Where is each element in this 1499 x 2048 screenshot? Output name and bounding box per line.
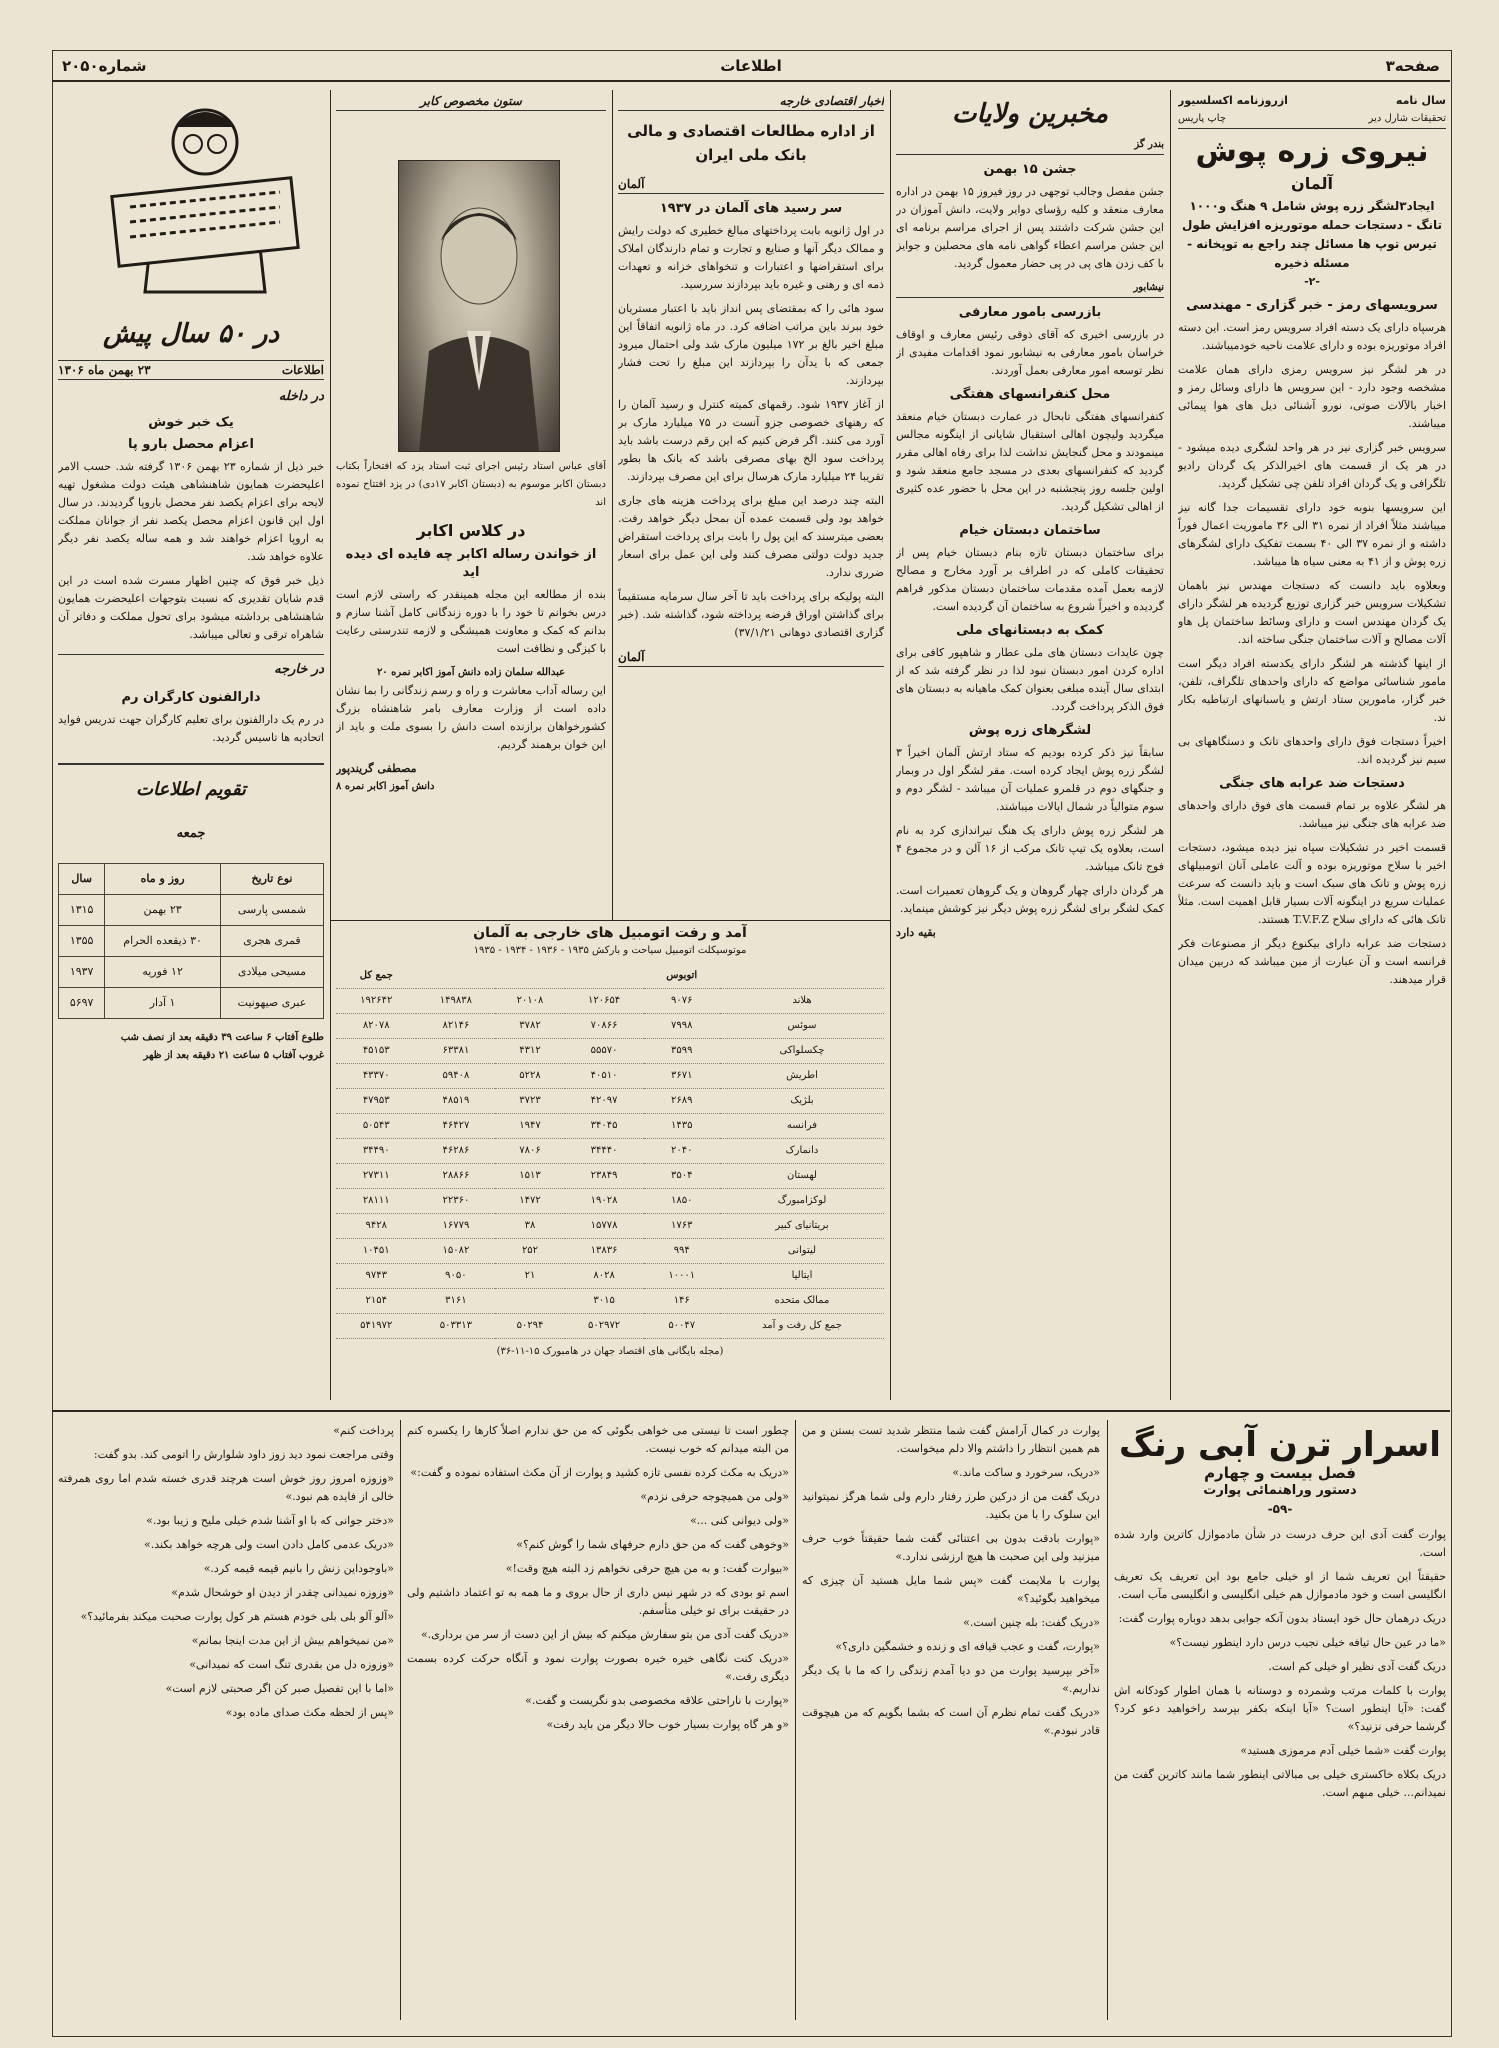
story-heading: جشن ۱۵ بهمن xyxy=(983,162,1077,177)
story-text: در رم یک دارالفنون برای تعلیم کارگران جهت تدریس فواید اتحادیه ها تاسیس گردید. xyxy=(58,713,324,744)
portrait-photo xyxy=(398,160,560,452)
table-row xyxy=(336,1064,884,1089)
page-number: صفحه۳ xyxy=(1385,57,1440,75)
table-title: آمد و رفت اتومبیل های خارجی به آلمان xyxy=(473,925,747,941)
table-cell: ۲۳۸۴۹ xyxy=(565,1164,644,1189)
serial-story-column-4 xyxy=(58,1422,394,2022)
table-source: (مجله بایگانی های اقتصاد جهان در هامبورک ۱۵-۱۱-۳۶) xyxy=(496,1346,724,1357)
table-cell: لیتوانی xyxy=(720,1239,884,1264)
column-header xyxy=(720,964,884,989)
paragraph: دریک بکلاه خاکستری خیلی بی مبالاتی اینطور شما مانند کاترین گفت من نمیدانم... خیلی مبهم است. xyxy=(1114,1768,1446,1799)
serial-story-column-1 xyxy=(1114,1422,1446,2022)
sunrise: طلوع آفتاب ۶ ساعت ۳۹ دقیقه بعد از نصف شب xyxy=(120,1032,324,1043)
story-text: برای ساختمان دبستان تازه بنام دبستان خیام پس از تحقیقات کاملی که در اطراف بر آورد مخارج و مصالح لازمه بعمل آمده مقدمات ساختمان دبستان مذکور فراهم گردیده و اخیراً شروع به ساختمان آن گردیده است. xyxy=(896,546,1164,613)
portrait-figure xyxy=(399,161,559,451)
table-cell: ۹۰۷۶ xyxy=(644,989,720,1014)
story-text: هر گردان دارای چهار گروهان و یک گروهان تعمیرات است. کمک لشگر برای لشگر زره پوش دیگر نیز کوشش مینماید. xyxy=(896,884,1164,915)
story-heading: دارالفنون کارگران رم xyxy=(121,690,261,705)
paragraph: «وزوزه دل من بقدری تنگ است که نمیدانی» xyxy=(189,1658,394,1671)
table-cell: ۵۵۵۷۰ xyxy=(565,1039,644,1064)
calendar-cell: ۳۰ ذیقعده الحرام xyxy=(105,926,221,957)
paragraph: «آخر بپرسید پوارت من دو دیا آمدم زندگی را که ما با یک دیگر نداریم.» xyxy=(802,1664,1100,1695)
table-cell: بریتانیای کبیر xyxy=(720,1214,884,1239)
table-row xyxy=(336,1189,884,1214)
kicker: اخبار اقتصادی خارجه xyxy=(618,92,884,111)
calendar-cell: ۱ آدار xyxy=(105,988,221,1019)
calendar-cell: ۱۳۵۵ xyxy=(59,926,105,957)
table-cell: بلژیک xyxy=(720,1089,884,1114)
paragraph: «پس از لحظه مکث صدای ماده بود» xyxy=(225,1706,394,1719)
fifty-years-ago-column xyxy=(58,92,324,1402)
serial-story-column-3 xyxy=(407,1422,789,2022)
paragraph: این رساله آداب معاشرت و راه و رسم زندگانی را بما نشان داده است از وزارت معارف بامر شاهنشاه بزرگ کشورخواهان برازنده است دانش را بسوی ملت و باید از این خوان برهمند گردیم. xyxy=(336,684,606,751)
paragraph: «دریک گفت تمام نظرم آن است که بشما بگویم که من هیچوقت قادر نبودم.» xyxy=(802,1706,1100,1737)
section-title: در ۵۰ سال پیش xyxy=(102,319,280,349)
table-cell: ۸۲۰۷۸ xyxy=(336,1014,416,1039)
column-divider xyxy=(330,90,331,1400)
table-cell: ۳۴۴۴۰ xyxy=(565,1139,644,1164)
paragraph: از اینها گذشته هر لشگر دارای یکدسته افراد دیگر است مامور شناسائی مواضع که دارای واحدهای تلگراف، تلفن، خبر گزار، مامورین ستاد ارتش و یاسبانهای ارتباطیه بکار ند. xyxy=(1178,657,1446,724)
table-cell: ۳۱۶۱ xyxy=(416,1289,495,1314)
table-cell: ۱۴۷۲ xyxy=(495,1189,564,1214)
table-cell: ۴۳۳۷۰ xyxy=(336,1064,416,1089)
calendar-cell: شمسی پارسی xyxy=(220,895,323,926)
signature: مصطفی گریندپور xyxy=(336,762,417,775)
table-cell: ۶۳۳۸۱ xyxy=(416,1039,495,1064)
table-cell: لهستان xyxy=(720,1164,884,1189)
table-cell: ۲۷۳۱۱ xyxy=(336,1164,416,1189)
paragraph: «آلو آلو بلی بلی خودم هستم هر کول پوارت صحبت میکند بفرمائید؟» xyxy=(80,1610,394,1623)
calendar-cell: ۱۲ فوریه xyxy=(105,957,221,988)
table-cell: ۵۰۲۹۴ xyxy=(495,1314,564,1339)
table-cell: ۷۹۹۸ xyxy=(644,1014,720,1039)
column-header xyxy=(495,964,564,989)
paragraph: «دریک به مکث کرده نفسی تازه کشید و پوارت از آن مکث استفاده نموده و گفت:» xyxy=(410,1466,789,1479)
paragraph: پوارت در کمال آرامش گفت شما منتظر شدید تست بستن و من هم همین انتظار را داشتم والا دلم میخواست. xyxy=(802,1424,1100,1455)
calendar-header: نوع تاریخ xyxy=(220,864,323,895)
armored-forces-article xyxy=(1178,92,1446,1402)
serial-number: -۵۹- xyxy=(1267,1502,1293,1516)
table-cell: ۱۲۰۶۵۴ xyxy=(565,989,644,1014)
calendar-cell: مسیحی میلادی xyxy=(220,957,323,988)
table-cell: ۳۵۹۹ xyxy=(644,1039,720,1064)
paragraph: «وزوزه نمیدانی چقدر از دیدن او خوشحال شدم» xyxy=(171,1586,394,1599)
continued-label: بقیه دارد xyxy=(896,926,936,939)
place: چاپ پاریس xyxy=(1178,113,1227,124)
dateline-date: ۲۳ بهمن ماه ۱۳۰۶ xyxy=(58,363,151,377)
table-cell: ۱۹۰۲۸ xyxy=(565,1189,644,1214)
table-cell: ۴۲۰۹۷ xyxy=(565,1089,644,1114)
table-cell: ۲۰۴۰ xyxy=(644,1139,720,1164)
story-text: سابقاً نیز ذکر کرده بودیم که ستاد ارتش آلمان اخیراً ۳ لشگر زره پوش ایجاد کرده است. مقر لشگر اول در وبمار و جنگهای دوم در قلمرو عملیات آن میباشد - لشگر دوم و سوم متوالیاً در شمال ایالات میباشند. xyxy=(896,746,1164,813)
table-cell: ۱۴۶ xyxy=(644,1289,720,1314)
sunset: غروب آفتاب ۵ ساعت ۲۱ دقیقه بعد از ظهر xyxy=(143,1050,324,1061)
table-cell: ۲۶۸۹ xyxy=(644,1089,720,1114)
photo-caption: آقای عباس استاد رئیس اجرای ثبت استاد یزد که افتخاراً بکتاب دبستان اکابر موسوم به (دبستان اکابر ۱۷دی) در یزد افتتاح نموده اند xyxy=(336,461,606,508)
foreign-cars-table xyxy=(336,964,884,1339)
calendar-title-text: تقویم اطلاعات xyxy=(136,779,246,800)
paragraph: سرویس خبر گزاری نیز در هر واحد لشگری دیده میشود - در هر یک از قسمت های اخیرالذکر یک گردان رادیو تلگرافی و یک گردان افراد تلفن چی تشکیل گردید. xyxy=(1178,441,1446,490)
table-cell: ۳۷۸۲ xyxy=(495,1014,564,1039)
table-cell: ۹۹۴ xyxy=(644,1239,720,1264)
table-row xyxy=(336,1089,884,1114)
paragraph: «دریک گفت آدی من بتو سفارش میکنم که بیش از این دست از سر من برداری.» xyxy=(420,1628,789,1641)
serial-story-column-2 xyxy=(802,1422,1100,2022)
table-row xyxy=(59,988,324,1019)
column-divider xyxy=(795,1420,796,2020)
kicker: ستون مخصوص کابر xyxy=(336,92,606,111)
article-subtitle: آلمان xyxy=(1291,174,1333,193)
calendar-cell: ۵۶۹۷ xyxy=(59,988,105,1019)
table-cell: ۸۰۲۸ xyxy=(565,1264,644,1289)
table-cell: ۹۷۴۳ xyxy=(336,1264,416,1289)
table-cell: ۵۰۲۹۷۲ xyxy=(565,1314,644,1339)
table-cell: ایتالیا xyxy=(720,1264,884,1289)
story-text: چون عایدات دبستان های ملی عطار و شاهپور کافی برای اداره کردن امور دبستان نبود لذا در نظر گرفته شد که از ابتدای سال آینده مبلغی بعنوان کمک ماهیانه به دبستان های فوق الذکر پرداخت گردد. xyxy=(896,646,1164,713)
column-header: جمع کل xyxy=(336,964,416,989)
table-cell: ۷۸۰۶ xyxy=(495,1139,564,1164)
story-heading: لشگرهای زره پوش xyxy=(968,723,1092,738)
weekday: جمعه xyxy=(176,826,206,841)
table-cell: ۱۰۴۵۱ xyxy=(336,1239,416,1264)
column-divider xyxy=(1170,90,1171,1400)
column-divider xyxy=(612,90,613,920)
paragraph: دستجات ضد عرابه دارای بیکنوع دیگر از مصنوعات فکر فرانسه است و آن عبارت از مین میباشد که دربین میدان قرار میدهند. xyxy=(1178,937,1446,986)
article-deck-number: -۲- xyxy=(1304,275,1320,288)
table-row xyxy=(59,957,324,988)
table-cell: ۲۱۵۴ xyxy=(336,1289,416,1314)
paragraph: پرداخت کنم» xyxy=(333,1424,394,1437)
table-row xyxy=(336,1239,884,1264)
table-cell: ۳۵۰۴ xyxy=(644,1164,720,1189)
table-cell: ۹۴۲۸ xyxy=(336,1214,416,1239)
table-cell: ۱۹۲۶۴۲ xyxy=(336,989,416,1014)
table-cell: ۵۰۵۴۳ xyxy=(336,1114,416,1139)
signature: عبدالله سلمان زاده دانش آموز اکابر نمره ۲۰ xyxy=(376,667,566,678)
story-heading: کمک به دبستانهای ملی xyxy=(956,623,1104,638)
table-cell: ۴۶۲۸۶ xyxy=(416,1139,495,1164)
masthead: اطلاعات xyxy=(720,57,782,75)
paragraph: «من نمیخواهم بیش از این مدت اینجا بمانم» xyxy=(191,1634,394,1647)
signature-detail: دانش آموز اکابر نمره ۸ xyxy=(336,781,435,792)
paragraph: «ما در عین حال تیافه خیلی نجیب درس دارد اینطور نیست؟» xyxy=(1169,1636,1446,1649)
table-row xyxy=(336,1114,884,1139)
paragraph: «دریک گفت: بله چنین است.» xyxy=(963,1616,1100,1629)
table-row xyxy=(336,1214,884,1239)
paragraph: «دریک، سرخورد و ساکت ماند.» xyxy=(952,1466,1100,1479)
table-cell: ۴۸۵۱۹ xyxy=(416,1089,495,1114)
column-divider xyxy=(400,1420,401,2020)
table-cell: جمع کل رفت و آمد xyxy=(720,1314,884,1339)
foreign-cars-table-section xyxy=(336,924,884,1404)
paragraph: «وخوهی گفت که من حق دارم حرفهای شما را گوش کنم؟» xyxy=(516,1538,789,1551)
story-text: در بازرسی اخیری که آقای ذوقی رئیس معارف و اوقاف خراسان بامور معارفی به نیشابور نمود اقدامات مفیدی از نظر توسعه امور معارفی بعمل آوردند. xyxy=(896,328,1164,377)
table-row xyxy=(336,989,884,1014)
paragraph: هر لشگر علاوه بر تمام قسمت های فوق دارای واحدهای ضد عرابه های جنگی نیز میباشد. xyxy=(1178,799,1446,830)
paragraph: حقیقتاً این تعریف شما از او خیلی جامع بود این تعریف یک تعریف انگلیسی است و خود مادموازل هم خیلی انگلیسی و انگلیسی مآب است. xyxy=(1114,1570,1446,1601)
city-label: بندر گز xyxy=(896,136,1164,155)
table-cell: چکسلواکی xyxy=(720,1039,884,1064)
table-row xyxy=(336,1014,884,1039)
table-row xyxy=(336,1289,884,1314)
story-heading: اعزام محصل بارو پا xyxy=(128,437,254,452)
city-label: نیشابور xyxy=(896,279,1164,298)
paragraph: دریک درهمان حال خود ایستاد بدون آنکه جوابی بدهد دوباره پوارت گفت: xyxy=(1118,1612,1446,1625)
paragraph: پوارت گفت «شما خیلی آدم مرموزی هستید» xyxy=(1240,1744,1446,1757)
table-body xyxy=(336,989,884,1339)
paragraph: پوارت با ملایمت گفت «پس شما مایل هستید آن چیزی که میخواهید بگوئید؟» xyxy=(802,1574,1100,1605)
table-cell: ۴۷۹۵۳ xyxy=(336,1089,416,1114)
paragraph: «بیوارت گفت: و به من هیچ حرفی نخواهم زد البته هیچ وقت!» xyxy=(505,1562,789,1575)
table-cell: ۳۴۴۹۰ xyxy=(336,1139,416,1164)
table-cell: ۱۳۸۳۶ xyxy=(565,1239,644,1264)
table-cell: ۳۸ xyxy=(495,1214,564,1239)
paragraph: «ولی دیوانی کنی ...» xyxy=(690,1514,789,1527)
serial-subtitle: دستور وراهنمائی پوارت xyxy=(1203,1483,1357,1498)
story-heading: بازرسی بامور معارفی xyxy=(958,305,1102,320)
paragraph: «دریک عدمی کامل دادن است ولی هرچه خواهد بکند.» xyxy=(143,1538,394,1551)
table-cell: سوئس xyxy=(720,1014,884,1039)
story-text: خبر ذیل از شماره ۲۳ بهمن ۱۳۰۶ گرفته شد. حسب الامر اعلیحضرت همایون شاهنشاهی هیئت دولت مشغول تهیه لایحه برای اعزام یکصد نفر محصل باروپا گردیدند. در سال اول این قانون اعزام محصل یکصد نفر از جوانان مملکت به اروپا اعزام خواهند شد و همه ساله یکصد نفر دیگر علاوه خواهد شد. xyxy=(58,460,324,563)
table-cell: ۱۰۰۰۱ xyxy=(644,1264,720,1289)
table-row xyxy=(336,1264,884,1289)
column-divider xyxy=(1107,1420,1108,2020)
table-cell: اطریش xyxy=(720,1064,884,1089)
paragraph: «دختر جوانی که با او آشنا شدم خیلی ملیح و زیبا بود.» xyxy=(146,1514,394,1527)
page-header xyxy=(52,52,1450,80)
paragraph: «پوارت بادقت بدون بی اعتنائی گفت شما حقیقتاً خوب حرف میزنید ولی این صحبت ها هیچ ارزشی ندارد.» xyxy=(802,1532,1100,1563)
story-heading: از خواندن رساله اکابر چه فایده ای دیده اید xyxy=(345,547,597,580)
section-heading: سرویسهای رمز - خبر گزاری - مهندسی xyxy=(1186,298,1438,313)
calendar-header: روز و ماه xyxy=(105,864,221,895)
paragraph: البته پولیکه برای پرداخت باید تا آخر سال سرمایه مستقیماً برای گذاشتن اوراق قرضه پرداخته شود، گذاشته شد. (خبر گزاری اقتصادی دوهانی ۳۷/۱/۲۱) xyxy=(618,590,884,639)
issue-number: شماره۲۰۵۰ xyxy=(62,57,147,75)
byline: تحقیقات شارل دیر xyxy=(1368,113,1446,124)
table-rule xyxy=(330,920,890,921)
column-header: اتوبوس xyxy=(644,964,720,989)
table-cell: ۴۳۱۲ xyxy=(495,1039,564,1064)
table-row xyxy=(336,1314,884,1339)
section-heading: دستجات ضد عرابه های جنگی xyxy=(1219,776,1405,791)
table-cell: ۴۵۱۵۳ xyxy=(336,1039,416,1064)
calendar-cell: ۱۳۱۵ xyxy=(59,895,105,926)
paragraph: وقتی مراجعت نمود دید زوز داود شلوارش را اتومی کند. بدو گفت: xyxy=(93,1448,394,1461)
table-cell: ۵۰۰۴۷ xyxy=(644,1314,720,1339)
paragraph: «وزوزه امروز روز خوش است هرچند قدری خسته شدم اما روی همرفته خالی از فایده هم نبود.» xyxy=(58,1472,394,1503)
table-cell: ۱۸۵۰ xyxy=(644,1189,720,1214)
article-deck: ایجاد۳لشگر زره پوش شامل ۹ هنگ و۱۰۰۰ تانگ - دستجات حمله موتوریزه افزایش طول تیرس توپ ها مسائل چند راجع به توپخانه - مسئله ذخیره xyxy=(1182,199,1442,270)
paragraph: هرسپاه دارای یک دسته افراد سرویس رمز است. این دسته افراد موتوریزه بوده و دارای علامت ناحیه خودمیباشند. xyxy=(1178,321,1446,352)
dateline-paper: اطلاعات xyxy=(281,363,324,377)
table-cell: ۲۰۱۰۸ xyxy=(495,989,564,1014)
table-cell: ۲۱ xyxy=(495,1264,564,1289)
paragraph: وبعلاوه باید دانست که دستجات مهندس نیز باهمان تشکیلات سرویس خبر گزاری توزیع گردیده هر لشگر دارای یک گردان مهندس است و دارای وسائط ساختمان پل هاو آلات مصالح و آلات ساختمان جنگی ساخته اند. xyxy=(1178,579,1446,646)
column-header xyxy=(416,964,495,989)
story-heading: ساختمان دبستان خیام xyxy=(959,523,1101,538)
table-cell: لوکزامبورگ xyxy=(720,1189,884,1214)
table-cell xyxy=(495,1289,564,1314)
table-cell: ۲۲۳۶۰ xyxy=(416,1189,495,1214)
table-cell: ۲۸۸۶۶ xyxy=(416,1164,495,1189)
table-cell: ممالک متحده xyxy=(720,1289,884,1314)
table-cell: ۱۴۳۵ xyxy=(644,1114,720,1139)
table-cell: ۱۵۱۳ xyxy=(495,1164,564,1189)
section-title: در کلاس اکابر xyxy=(416,521,526,540)
paragraph: از آغاز ۱۹۳۷ شود. رقمهای کمیته کنترل و رسید آلمان را که رهنهای خصوصی جزو آنست در ۷۵ میلیارد مارک بر آورد می کنند. اگر فرض کنیم که این رقم درست باشد باید پرداخت سود الخ بهای مصرفی باشد که بانک ها بطور تقریبا ۲۴ میلیارد مارک هرسال برای این مصرف بپردازند. xyxy=(618,398,884,483)
paragraph: «پوارت با ناراحتی علاقه مخصوصی بدو نگریست و گفت.» xyxy=(525,1694,789,1707)
source: ازروزنامه اکسلسیور xyxy=(1178,94,1288,107)
table-cell: ۳۴۰۴۵ xyxy=(565,1114,644,1139)
paragraph: در هر لشگر نیز سرویس رمزی دارای همان علامت مشخصه وجود دارد - این سرویس ها دارای وسائل رمز و اخبار بالآلات صوتی، نورو آشنائی دیل های هوا پیمائی میباشند. xyxy=(1178,363,1446,430)
paragraph: پوارت گفت آدی این حرف درست در شأن مادموازل کاترین وارد شده است. xyxy=(1114,1528,1446,1559)
table-cell: ۱۴۹۸۳۸ xyxy=(416,989,495,1014)
country-label: آلمان xyxy=(618,175,884,194)
story-text: ذیل خبر فوق که چنین اظهار مسرت شده است در این قدم شایان تقدیری که نسبت بتوجهات اعلیحضرت همایون شاهنشاهی برداشته میشود برای تحول مملکت و دفاتر آن شاهراه ترقی و تعالی میباشد. xyxy=(58,574,324,641)
section-label: در داخله xyxy=(278,389,324,404)
table-cell: ۳۷۲۳ xyxy=(495,1089,564,1114)
table-cell: ۵۴۱۹۷۲ xyxy=(336,1314,416,1339)
table-cell: ۳۶۷۱ xyxy=(644,1064,720,1089)
paragraph: سود هائی را که بمقتضای پس انداز باید با اعتبار مستریان خود ببرند باین مراتب اضافه کرد. در ماه ژانویه اتفاقاً این مبلغ اخیر بالغ بر ۱۷۲ میلیون مارک شد ولی احتمال میرود جمعی که با یدآن را بپردازند این مبلغ را تحت فشار بپردازند. xyxy=(618,302,884,387)
country-label: آلمان xyxy=(618,648,884,667)
section-title: مخبرین ولایات xyxy=(952,99,1108,129)
paragraph: در اول ژانویه بابت پرداختهای مبالغ خطیری که دولت رایش و ممالک دیگر آنها و صنایع و تجارت و تمام دارندگان املاک برای استقراضها و اعتبارات و تنخواهای خزانه و تعهدات ذمه ای و رهنی و غیره باید بپردازند سررسید. xyxy=(618,224,884,291)
table-cell: ۵۲۲۸ xyxy=(495,1064,564,1089)
paragraph: چطور است تا نیستی می خواهی بگوئی که من حق ندارم اصلاً کارها را یکسره کنم من البته میدانم که خوب نیست. xyxy=(407,1424,789,1455)
chapter-label: فصل بیست و چهارم xyxy=(1204,1464,1356,1482)
story-heading: یک خبر خوش xyxy=(148,415,234,430)
paragraph: دریک گفت من از درکین طرز رفتار دارم ولی شما هرگز نمیتوانید این سلوک را با من بکنید. xyxy=(802,1490,1100,1521)
paragraph: بنده از مطالعه این مجله همینقدر که راستی لازم است درس بخوانم تا خود را با دوره زندگانی کامل آشنا سازم و بدانم که کمک و معاونت همیشگی و لازمه تندرستی رعایت با کیزگی و نظافت است xyxy=(336,588,606,655)
calendar-cell: عبری صیهونیت xyxy=(220,988,323,1019)
paragraph: این سرویسها بنوبه خود دارای تقسیمات جدا گانه نیز میباشند مثلاً افراد از نمره ۳۱ الی ۳۶ ماموریت اعمال فوراً داشته و از نمره ۳۷ الی ۴۰ بسمت تفکیک دارای لشگرهای زره پوش و از ۴۱ به معنی سیاه ها میباشد. xyxy=(1178,501,1446,568)
paragraph: پوارت با کلمات مرتب وشمرده و دوستانه با همان اطوار کودکانه اش گفت: «آیا اینطور است؟ «آیا اینکه بکفر بپرسد راخواهید دعو کرد؟ گرشما حرفی نزنید؟» xyxy=(1114,1684,1446,1733)
calendar-title xyxy=(58,763,324,801)
section-label: در خارجه xyxy=(58,654,324,679)
table-cell: ۱۹۴۷ xyxy=(495,1114,564,1139)
table-subtitle: موتوسیکلت اتومبیل سیاحت و بارکش ۱۹۳۵ - ۱۹۳۶ - ۱۹۳۴ - ۱۹۳۵ xyxy=(473,945,747,956)
table-cell: ۹۰۵۰ xyxy=(416,1264,495,1289)
table-row xyxy=(336,1139,884,1164)
fold-rule xyxy=(52,1410,1450,1412)
paragraph: «اما با این تفصیل صبر کن اگر صحبتی لازم است» xyxy=(165,1682,394,1695)
story-heading: محل کنفرانسهای هفتگی xyxy=(949,387,1111,402)
story-text: هر لشگر زره پوش دارای یک هنگ تیراندازی کرد به نام است، بعلاوه یک تیپ تانک مرکب از ۱۶ آلن و در مجموع ۴ فوج تانک میباشد. xyxy=(896,824,1164,873)
paragraph: اخیراً دستجات فوق دارای واحدهای تانک و دستگاههای بی سیم نیز گردیده اند. xyxy=(1178,735,1446,766)
table-cell: ۱۶۷۷۹ xyxy=(416,1214,495,1239)
serial-title: اسرار ترن آبی رنگ xyxy=(1119,1425,1441,1465)
table-cell: ۵۹۴۰۸ xyxy=(416,1064,495,1089)
table-cell: ۱۵۷۷۸ xyxy=(565,1214,644,1239)
table-cell: ۵۰۳۳۱۳ xyxy=(416,1314,495,1339)
header-rule xyxy=(52,80,1450,82)
table-cell: ۲۸۱۱۱ xyxy=(336,1189,416,1214)
table-cell: دانمارک xyxy=(720,1139,884,1164)
adult-class-text xyxy=(336,458,606,918)
story-text: جشن مفصل وجالب توجهی در روز فیروز ۱۵ بهمن در اداره معارف منعقد و کلیه رؤسای دوایر ولایت، دانش آموزان در این جشن شرکت داشتند پس از اجرای مراسم برنامه ای این جشن مراسم اعطاء گواهی نامه های محصلین و جوایز با کف زدن های پی در پی حضار معمول گردید. xyxy=(896,185,1164,270)
provinces-article xyxy=(896,92,1164,1402)
table-cell: ۸۲۱۴۶ xyxy=(416,1014,495,1039)
story-heading: سر رسید های آلمان در ۱۹۳۷ xyxy=(659,201,843,216)
table-cell: ۱۵۰۸۲ xyxy=(416,1239,495,1264)
table-cell: ۴۶۴۲۷ xyxy=(416,1114,495,1139)
table-cell: ۱۷۶۳ xyxy=(644,1214,720,1239)
kicker: سال نامه xyxy=(1395,94,1446,107)
paragraph: «باوجوداین زنش را بانیم قیمه قیمه کرد.» xyxy=(203,1562,394,1575)
table-cell: ۴۰۵۱۰ xyxy=(565,1064,644,1089)
paragraph: البته چند درصد این مبلغ برای پرداخت هزینه های جاری خواهد بود ولی قسمت عمده آن بمحل دیگر خواهد رفت. بعضی میترسند که این پول را بابت برای پرداخت استقراض جدید دولت دولتی مصرف کنند ولی این عمل برای اسعار ضرری ندارد. xyxy=(618,494,884,579)
table-row xyxy=(59,895,324,926)
column-header xyxy=(565,964,644,989)
column-divider xyxy=(890,90,891,1400)
economic-news-article xyxy=(618,92,884,917)
table-cell: هلاند xyxy=(720,989,884,1014)
calendar-table xyxy=(58,863,324,1019)
paragraph: «ولی من همیچوجه حرفی نزدم» xyxy=(640,1490,789,1503)
calendar-header: سال xyxy=(59,864,105,895)
table-row xyxy=(336,1039,884,1064)
paragraph: «و هر گاه پوارت بسیار خوب حالا دیگر من باید رفت» xyxy=(546,1718,789,1731)
table-cell: فرانسه xyxy=(720,1114,884,1139)
article-title: از اداره مطالعات اقتصادی و مالی بانک ملی ایران xyxy=(627,122,875,164)
paragraph: دریک گفت آدی نظیر او خیلی کم است. xyxy=(1268,1660,1446,1673)
story-text: کنفرانسهای هفتگی تابحال در عمارت دبستان خیام منعقد میگردید ولیچون اهالی استقبال شایانی از اینگونه مجالس مینمودند و محل گنجایش نداشت لذا برای رفاه اهالی مقرر گردید که کنفرانسهای بعدی در مسجد جامع منعقد شود و اولین جلسه روز پنجشنبه در این محل با حضور عده کثیری از اهالی تشکیل گردید. xyxy=(896,410,1164,513)
paragraph: اسم تو بودی که در شهر نیس داری از حال بروی و ما همه به تو اعتماد داشتیم ولی در حقیقت برای تو خیلی متأسفم. xyxy=(407,1586,789,1617)
paragraph: قسمت اخیر در تشکیلات سپاه نیز دیده میشود، دستجات اخیر با سلاح موتوریزه بوده و آلت عاملی آنان اتومبیلهای زره پوش و تانک های سبک است و باید دانست که سرعت عملیات سریع در اینگونه آلات بسیار قابل اهمیت است. مثلاً تانک هائی که دارای سلاح T.V.F.Z هستند. xyxy=(1178,841,1446,926)
table-row xyxy=(59,926,324,957)
table-row xyxy=(336,1164,884,1189)
calendar-cell: ۱۹۳۷ xyxy=(59,957,105,988)
article-title: نیروی زره پوش xyxy=(1195,134,1429,169)
calendar-cell: قمری هجری xyxy=(220,926,323,957)
paragraph: «پوارت، گفت و عجب قیافه ای و زنده و خشمگین داری؟» xyxy=(835,1640,1100,1653)
table-cell: ۲۵۲ xyxy=(495,1239,564,1264)
paragraph: «دریک کنت نگاهی خیره خیره بصورت پوارت نمود و آنگاه حرکت کرده بسمت دیگری رفت.» xyxy=(407,1652,789,1683)
calendar-cell: ۲۳ بهمن xyxy=(105,895,221,926)
table-cell: ۷۰۸۶۶ xyxy=(565,1014,644,1039)
table-cell: ۳۰۱۵ xyxy=(565,1289,644,1314)
